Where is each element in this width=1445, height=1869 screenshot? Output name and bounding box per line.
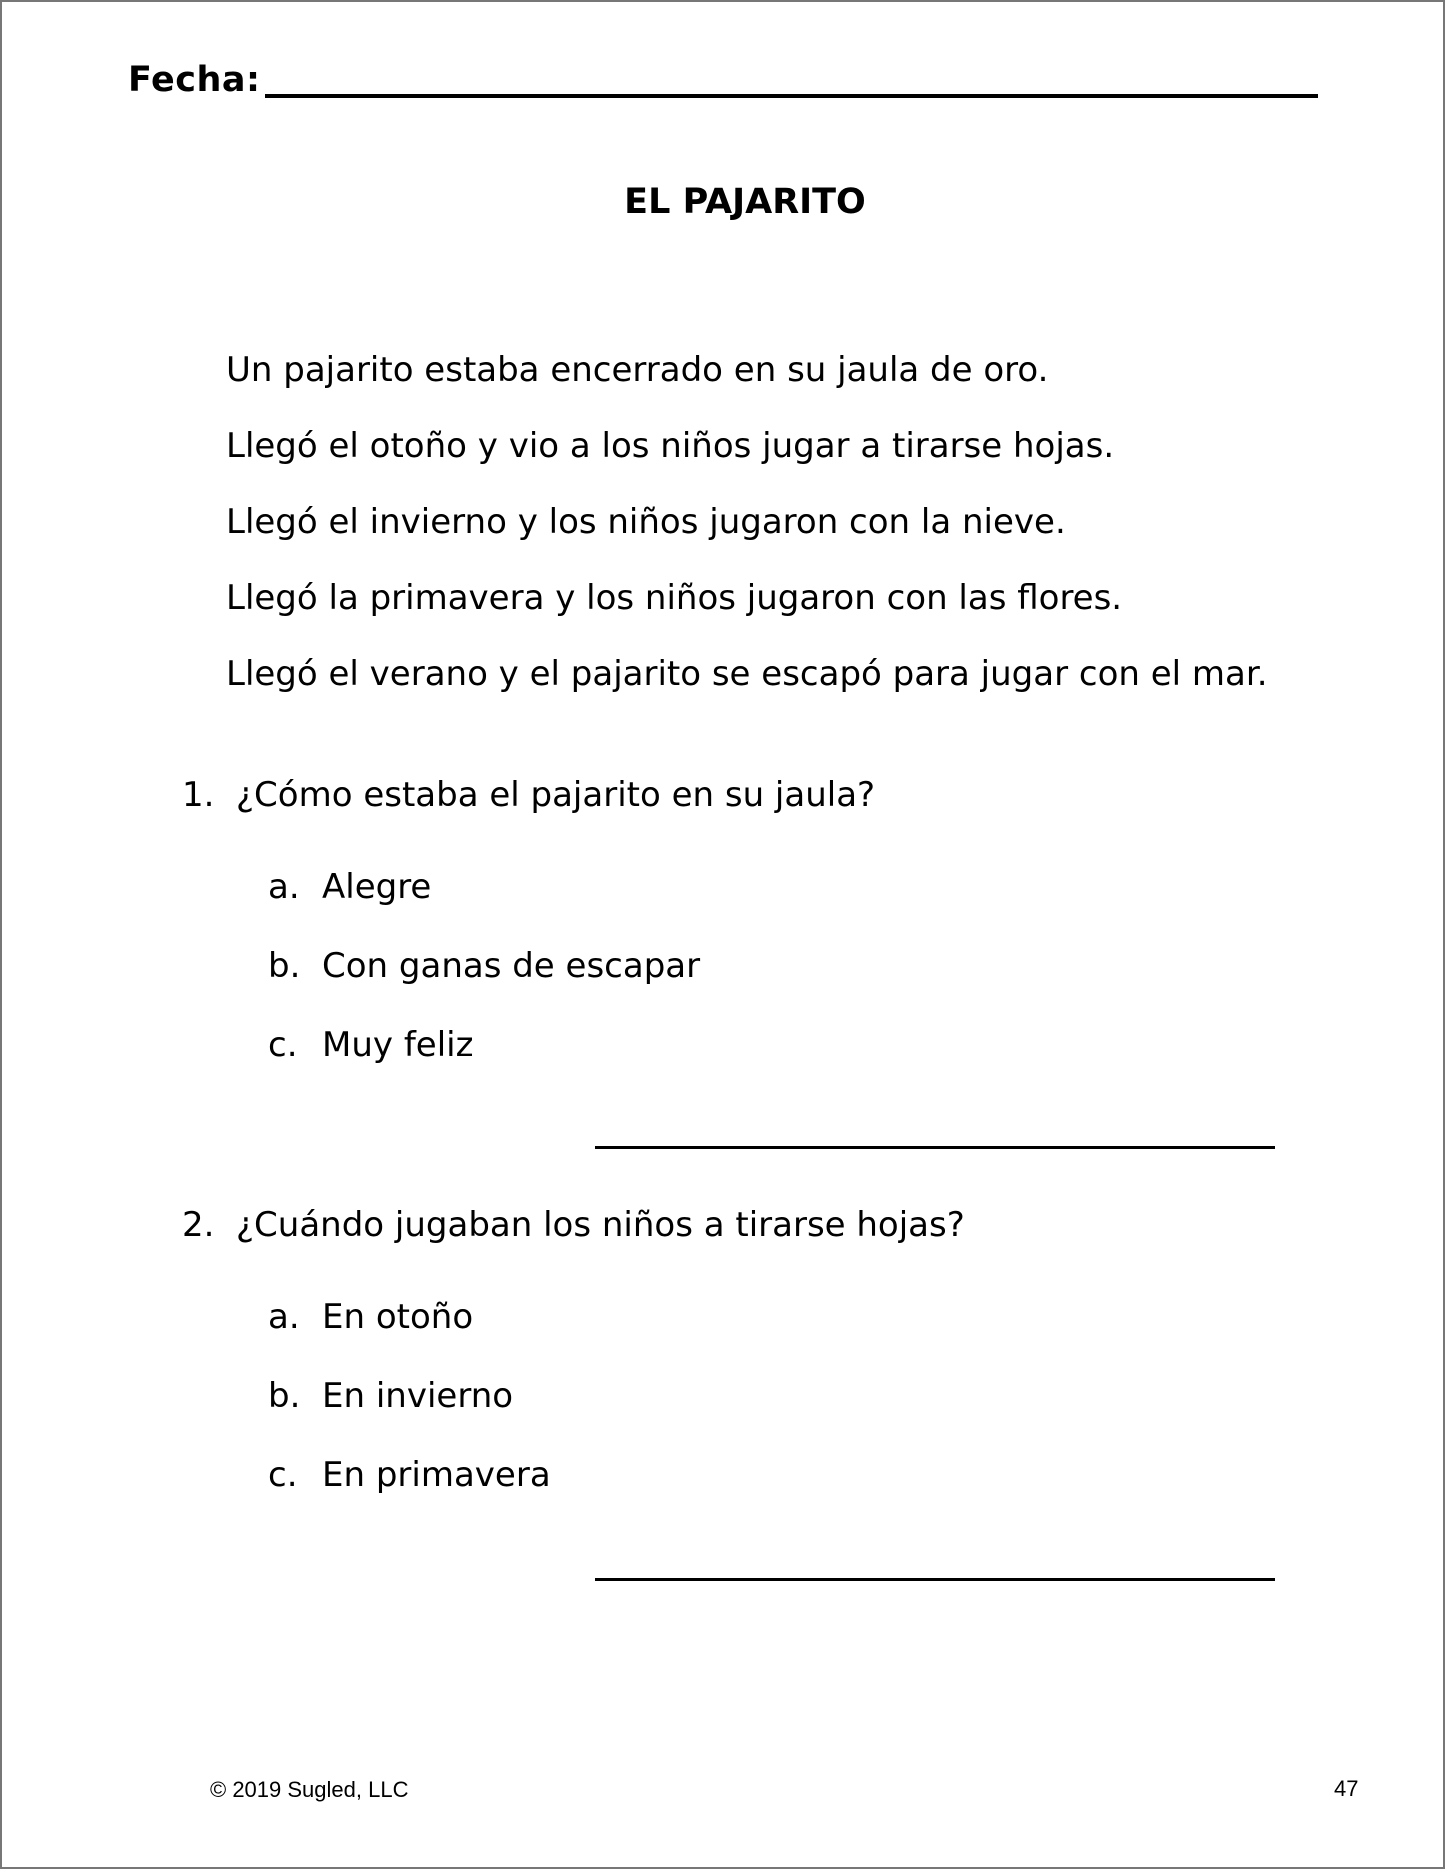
option-item[interactable] — [268, 1278, 965, 1357]
story-line: Llegó el verano y el pajarito se escapó para jugar con el mar. — [226, 654, 1268, 694]
option-item[interactable] — [268, 1357, 965, 1436]
question-number: 1. — [182, 775, 215, 815]
option-item[interactable] — [268, 927, 875, 1006]
option-list — [268, 848, 875, 1085]
story-line: Un pajarito estaba encerrado en su jaula de oro. — [226, 350, 1049, 390]
answer-line-1[interactable] — [595, 1146, 1275, 1149]
date-field-row — [128, 58, 1318, 102]
option-text: En invierno — [322, 1376, 514, 1416]
question-prompt — [182, 1202, 965, 1248]
copyright-notice: © 2019 Sugled, LLC — [210, 1777, 409, 1802]
option-letter: c. — [268, 1025, 298, 1065]
story-line: Llegó el otoño y vio a los niños jugar a tirarse hojas. — [226, 426, 1115, 466]
question-prompt — [182, 772, 875, 818]
story-line: Llegó la primavera y los niños jugaron con las flores. — [226, 578, 1123, 618]
question-2 — [182, 1202, 965, 1515]
option-letter: a. — [268, 867, 300, 907]
question-1 — [182, 772, 875, 1085]
date-answer-line[interactable] — [265, 94, 1318, 98]
option-letter: b. — [268, 946, 301, 986]
option-text: Con ganas de escapar — [322, 946, 701, 986]
option-text: En otoño — [322, 1297, 474, 1337]
option-text: En primavera — [322, 1455, 551, 1495]
option-item[interactable] — [268, 1006, 875, 1085]
page-number: 47 — [1334, 1776, 1359, 1801]
option-text: Alegre — [322, 867, 432, 907]
story-line: Llegó el invierno y los niños jugaron con la nieve. — [226, 502, 1066, 542]
question-number: 2. — [182, 1205, 215, 1245]
page-title: EL PAJARITO — [624, 182, 866, 222]
question-text: ¿Cuándo jugaban los niños a tirarse hojas? — [236, 1205, 965, 1245]
option-letter: a. — [268, 1297, 300, 1337]
option-text: Muy feliz — [322, 1025, 474, 1065]
date-label: Fecha: — [128, 60, 261, 100]
option-item[interactable] — [268, 848, 875, 927]
question-text: ¿Cómo estaba el pajarito en su jaula? — [236, 775, 876, 815]
option-letter: b. — [268, 1376, 301, 1416]
answer-line-2[interactable] — [595, 1578, 1275, 1581]
option-letter: c. — [268, 1455, 298, 1495]
story-passage — [226, 332, 1268, 712]
option-item[interactable] — [268, 1436, 965, 1515]
option-list — [268, 1278, 965, 1515]
